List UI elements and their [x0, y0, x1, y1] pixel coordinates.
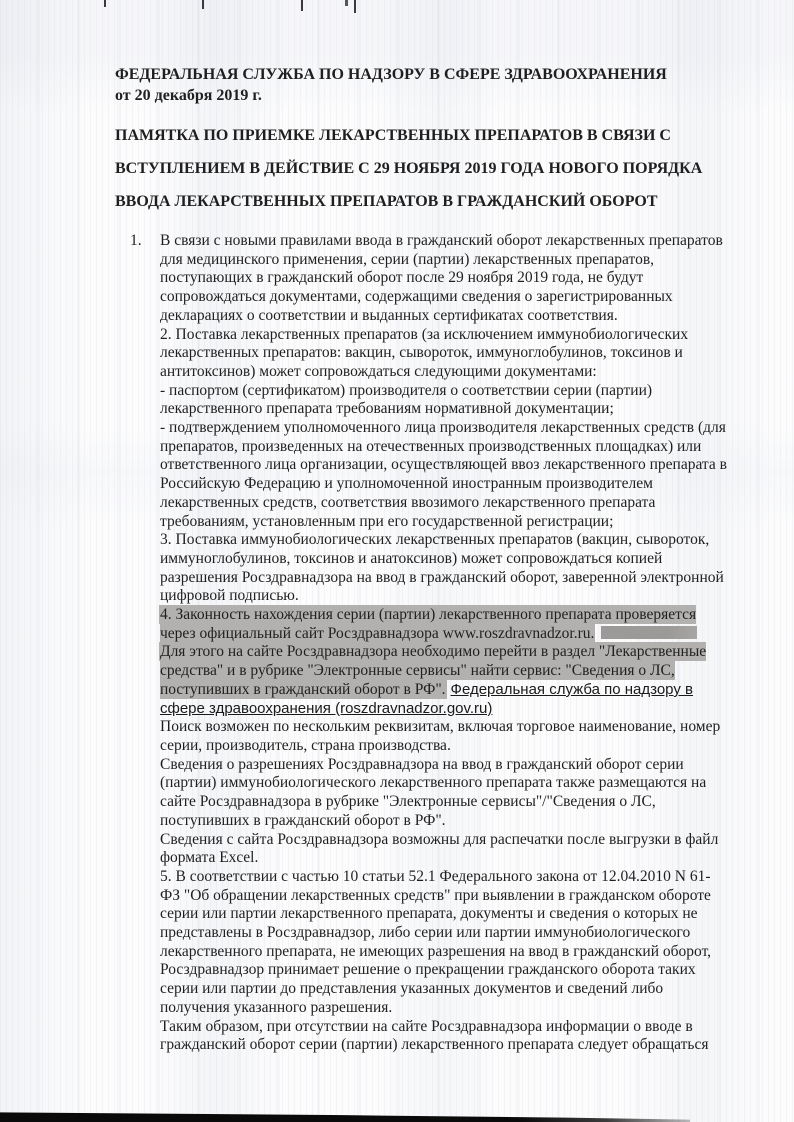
roszdravnadzor-link[interactable]: Федеральная служба по надзору в сфере здравоохранения (roszdravnadzor.gov.ru)	[160, 680, 693, 717]
paragraph-permissions-info: Сведения о разрешениях Росздравнадзора на ввод в гражданский оборот серии (партии) иммунобиологического лекарственного препарата также размещаются на сайте Росздравнадзора в рубрике "Электронные сервисы"/"Сведения о ЛС, поступивших в гражданский оборот в РФ".	[160, 755, 707, 829]
scan-edge-shadow	[0, 1111, 690, 1122]
document-title	[115, 119, 733, 218]
document-header	[115, 64, 733, 106]
scan-mark	[104, 0, 106, 7]
scan-mark	[354, 0, 356, 13]
title-line-3: ВВОДА ЛЕКАРСТВЕННЫХ ПРЕПАРАТОВ В ГРАЖДАНСКИЙ ОБОРОТ	[115, 193, 658, 210]
scan-mark	[202, 0, 204, 9]
paragraph-excel: Сведения с сайта Росздравнадзора возможны для распечатки после выгрузки в файл формата Excel.	[160, 830, 719, 867]
paragraph-1: В связи с новыми правилами ввода в гражданский оборот лекарственных препаратов для медицинского применения, серии (партии) лекарственных препаратов, поступающих в гражданский оборот после 29 ноября 2019 года, не будут сопровождаться документами, содержащими сведения о зарегистрированных декларациях о соответствии и выданных сертификатах соответствия.	[160, 232, 723, 324]
scan-mark	[345, 0, 348, 6]
paragraph-5: 5. В соответствии с частью 10 статьи 52.1 Федерального закона от 12.04.2010 N 61-ФЗ "Об обращении лекарственных средств" при выявлении в гражданском обороте серии или партии лекарственного препарата, документы и сведения о которых не представлены в Росздравнадзор, либо серии или партии иммунобиологического лекарственного препарата, не имеющих разрешения на ввод в гражданский оборот, Росздравнадзор принимает решение о прекращении гражданского оборота таких серии или партии до представления указанных документов и сведений либо получения указанного разрешения.	[160, 867, 712, 1016]
title-line-2: ВСТУПЛЕНИЕМ В ДЕЙСТВИЕ С 29 НОЯБРЯ 2019 ГОДА НОВОГО ПОРЯДКА	[115, 160, 703, 177]
title-line-1: ПАМЯТКА ПО ПРИЕМКЕ ЛЕКАРСТВЕННЫХ ПРЕПАРАТОВ В СВЯЗИ С	[115, 127, 671, 144]
paragraph-4-highlighted-part2	[160, 643, 730, 718]
paragraph-final: Таким образом, при отсутствии на сайте Росздравнадзора информации о вводе в гражданский оборот серии (партии) лекарственного препарата следует обращаться	[160, 1017, 709, 1054]
highlight-smudge	[601, 626, 697, 639]
highlighted-text: 4. Законность нахождения серии (партии) лекарственного препарата проверяется через официальный сайт Росздравнадзора www.roszdravnadzor.ru.	[160, 606, 697, 642]
document-body	[130, 232, 730, 1055]
paragraph-3: 3. Поставка иммунобиологических лекарственных препаратов (вакцин, сывороток, иммуноглобулинов, токсинов и анатоксинов) может сопровождаться копией разрешения Росздравнадзора на ввод в гражданский оборот, заверенной электронной цифровой подписью.	[160, 531, 724, 605]
document-content	[115, 64, 733, 1055]
highlighted-text: Для этого на сайте Росздравнадзора необходимо перейти в раздел "Лекарственные средства" и в рубрике "Электронные сервисы" найти сервис: "Сведения о ЛС, поступивших в гражданский оборот в РФ".	[160, 643, 707, 698]
paragraph-search: Поиск возможен по нескольким реквизитам, включая торговое наименование, номер серии, производитель, страна производства.	[160, 718, 721, 754]
paragraph-2-item-confirmation: - подтверждением уполномоченного лица производителя лекарственных средств (для препаратов, произведенных на отечественных производственных площадках) или ответственного лица организации, осуществляющей ввоз лекарственного препарата в Российскую Федерацию и уполномоченной иностранным производителем лекарственных средств, соответствия ввозимого лекарственного препарата требованиям, установленным при его государственной регистрации;	[160, 419, 727, 530]
header-date: от 20 декабря 2019 г.	[115, 87, 262, 104]
paragraph-2: 2. Поставка лекарственных препаратов (за исключением иммунобиологических лекарственных препаратов: вакцин, сывороток, иммуноглобулинов, токсинов и антитоксинов) может сопровождаться следующими документами:	[160, 325, 689, 380]
list-marker: 1.	[130, 232, 142, 249]
paragraph-4-highlighted-part1	[160, 606, 730, 643]
header-issuer: ФЕДЕРАЛЬНАЯ СЛУЖБА ПО НАДЗОРУ В СФЕРЕ ЗДРАВООХРАНЕНИЯ	[115, 66, 667, 83]
scan-mark	[301, 0, 303, 11]
paragraph-2-item-passport: - паспортом (сертификатом) производителя о соответствии серии (партии) лекарственного препарата требованиям нормативной документации;	[160, 381, 653, 418]
